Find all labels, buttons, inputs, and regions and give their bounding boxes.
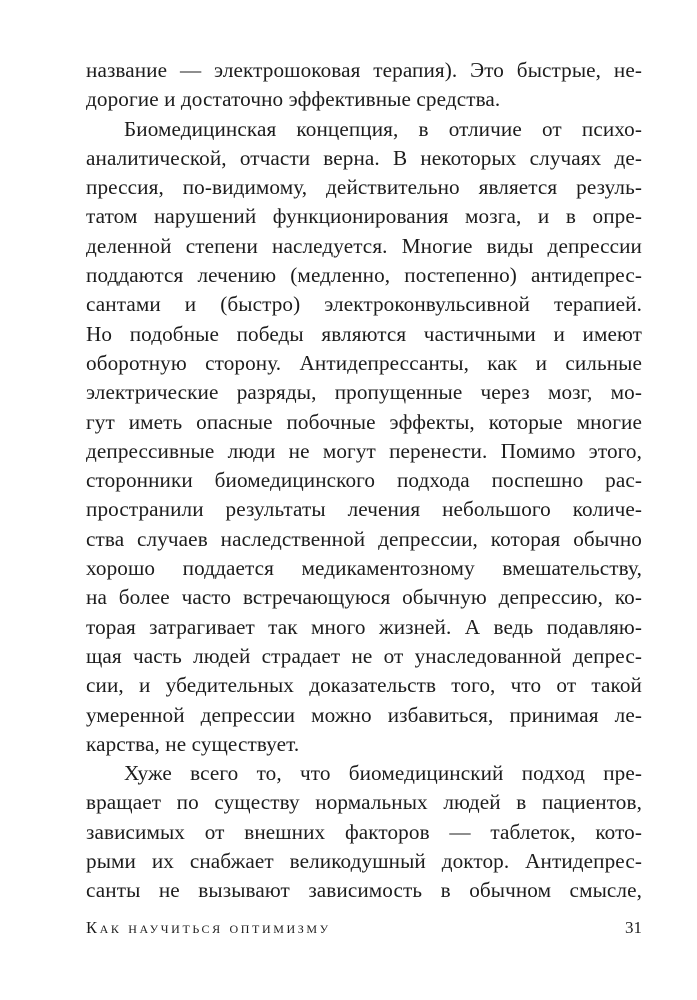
text-line: сии, и убедительных доказательств того, что от такой [86,673,642,698]
text-line: умеренной депрессии можно избавиться, принимая ле- [86,702,642,727]
text-line: Биомедицинская концепция, в отличие от психо- [124,116,642,141]
text-line: сантами и (быстро) электроконвульсивной терапией. [86,292,642,317]
text-line: торая затрагивает так много жизней. А ведь подавляю- [86,614,642,639]
text-line: татом нарушений функционирования мозга, и в опре- [86,204,642,229]
text-line: рыми их снабжает великодушный доктор. Антидепрес- [86,849,642,874]
text-line: электрические разряды, пропущенные через мозг, мо- [86,380,642,405]
text-line: оборотную сторону. Антидепрессанты, как и сильные [86,350,642,375]
text-line: дорогие и достаточно эффективные средства. [86,87,501,112]
text-line: деленной степени наследуется. Многие виды депрессии [86,233,642,258]
text-line: ства случаев наследственной депрессии, которая обычно [86,526,642,551]
page-footer [86,918,642,942]
text-line: санты не вызывают зависимость в обычном смысле, [86,878,642,903]
page-number: 31 [625,918,642,937]
text-line: сторонники биомедицинского подхода поспешно рас- [86,468,642,493]
text-line: прессия, по-видимому, действительно является резуль- [86,175,642,200]
text-line: название — электрошоковая терапия). Это быстрые, не- [86,58,642,82]
text-line: депрессивные люди не могут перенести. Помимо этого, [86,438,642,463]
text-line: гут иметь опасные побочные эффекты, которые многие [86,409,642,434]
text-line: на более часто встречающуюся обычную депрессию, ко- [86,585,642,610]
text-line: аналитической, отчасти верна. В некоторых случаях де- [86,145,642,170]
text-line: Но подобные победы являются частичными и имеют [86,321,642,346]
text-line: пространили результаты лечения небольшого количе- [86,497,642,522]
text-line: вращает по существу нормальных людей в пациентов, [86,790,642,815]
page-text [86,56,642,906]
text-line: щая часть людей страдает не от унаследованной депрес- [86,643,642,668]
text-line: зависимых от внешних факторов — таблеток, кото- [86,819,642,844]
running-head: Как научиться оптимизму [86,918,331,937]
text-line: поддаются лечению (медленно, постепенно) антидепрес- [86,263,642,288]
text-line: хорошо поддается медикаментозному вмешательству, [86,556,642,581]
text-line: Хуже всего то, что биомедицинский подход пре- [124,761,642,786]
text-line: карства, не существует. [86,731,300,756]
